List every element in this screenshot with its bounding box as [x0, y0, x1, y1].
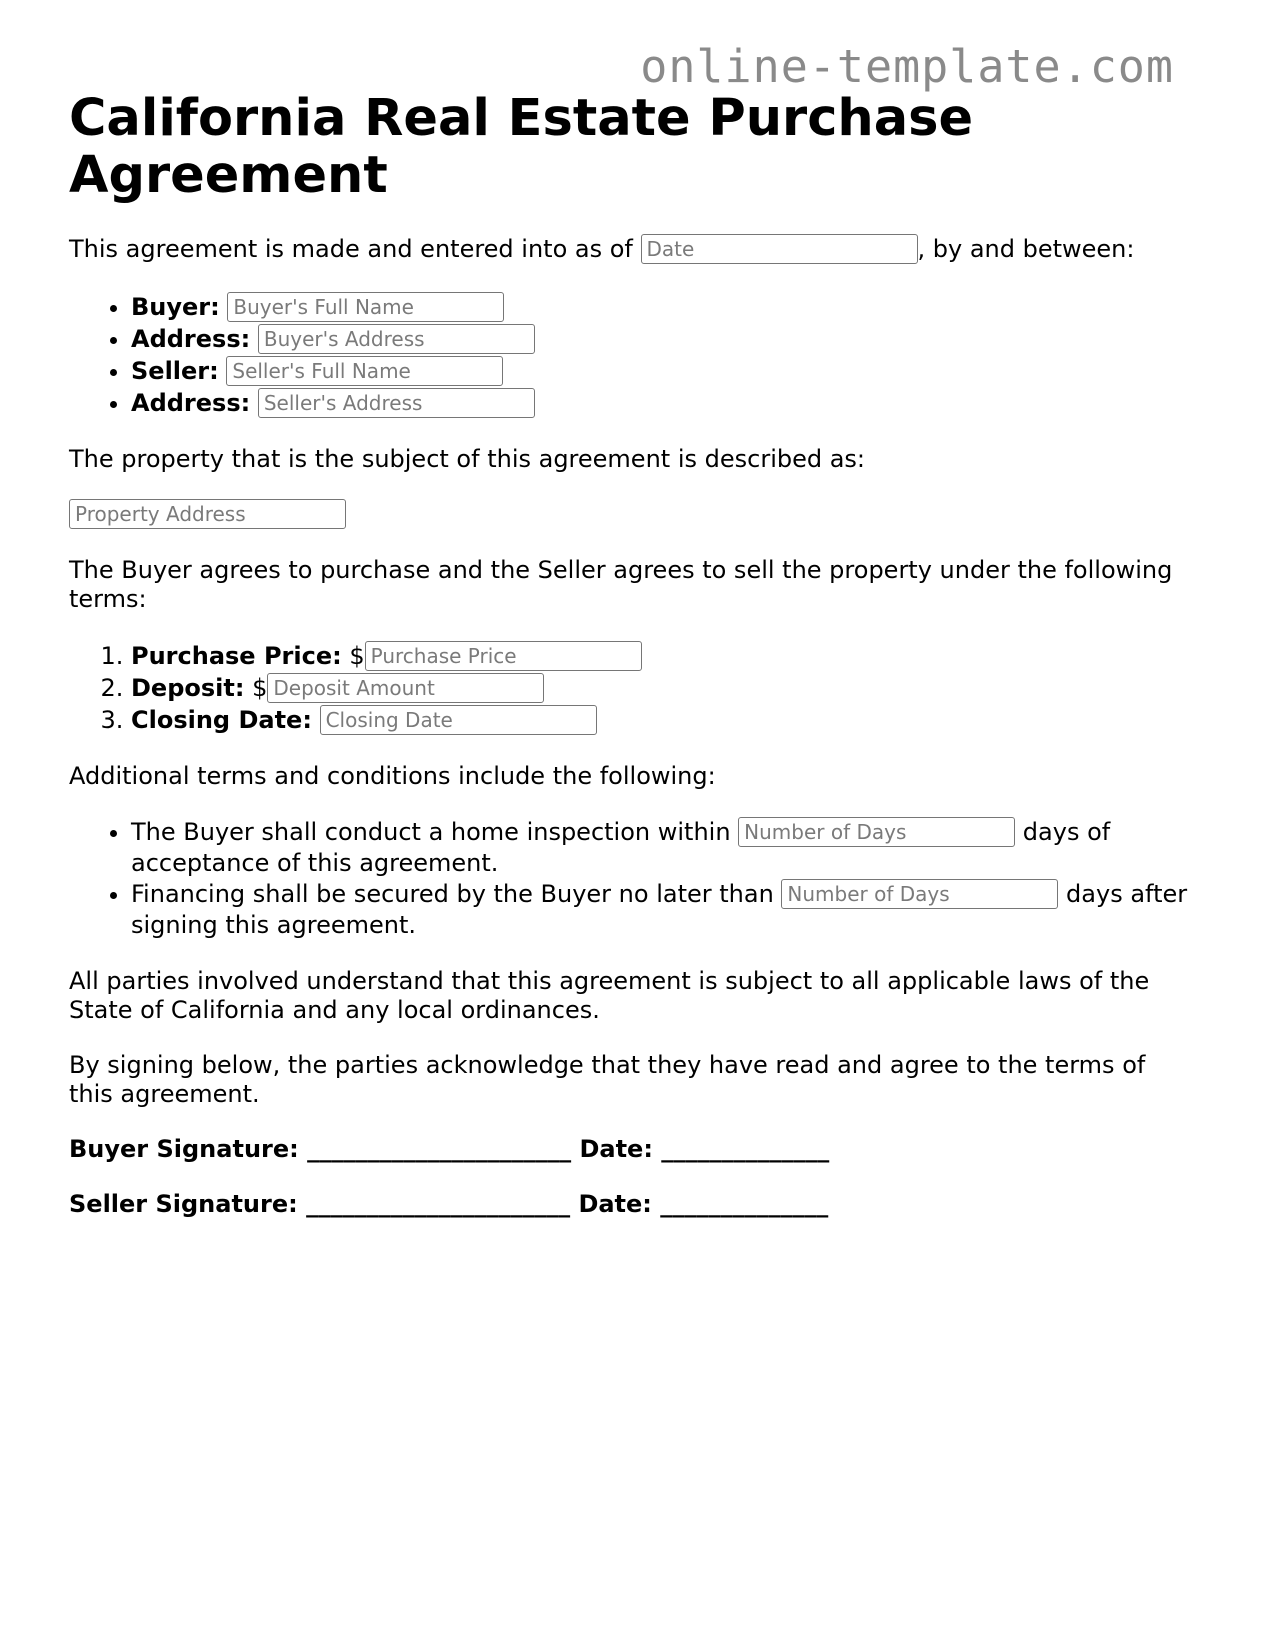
parties-list — [69, 291, 1194, 419]
intro-text-after: , by and between: — [917, 235, 1135, 263]
agreement-date-input[interactable] — [641, 234, 918, 264]
term-closing-date-item — [131, 704, 1194, 736]
inspection-days-input[interactable] — [738, 817, 1015, 847]
intro-paragraph — [69, 235, 1194, 265]
party-seller-address-item — [131, 387, 1194, 419]
condition-inspection-item — [131, 817, 1194, 879]
party-buyer-address-item — [131, 323, 1194, 355]
purchase-price-input[interactable] — [365, 641, 642, 671]
intro-text-before: This agreement is made and entered into as of — [69, 235, 641, 263]
property-paragraph: The property that is the subject of this agreement is described as: — [69, 445, 866, 473]
buyer-address-input[interactable] — [258, 324, 535, 354]
page-title: California Real Estate Purchase Agreement — [69, 89, 974, 205]
term-label: Deposit: — [131, 674, 245, 702]
term-label: Purchase Price: — [131, 642, 342, 670]
term-deposit-item — [131, 672, 1194, 704]
property-input-row — [69, 500, 1194, 530]
watermark: online-template.com — [640, 40, 1174, 93]
party-seller-item — [131, 355, 1194, 387]
currency-prefix: $ — [252, 674, 268, 702]
condition-text-after: days after signing this agreement. — [131, 880, 1188, 939]
party-label: Address: — [131, 325, 251, 353]
condition-text-after: days of acceptance of this agreement. — [131, 818, 1111, 877]
financing-days-input[interactable] — [781, 879, 1058, 909]
seller-signature-line: Seller Signature: ______________________ Date: ______________ — [69, 1190, 829, 1218]
closing-date-input[interactable] — [320, 705, 597, 735]
terms-list — [69, 640, 1194, 736]
term-purchase-price-item — [131, 640, 1194, 672]
property-address-input[interactable] — [69, 499, 346, 529]
conditions-list — [69, 817, 1194, 941]
condition-text-before: The Buyer shall conduct a home inspection within — [131, 818, 739, 846]
party-label: Buyer: — [131, 293, 220, 321]
terms-intro-paragraph: The Buyer agrees to purchase and the Seller agrees to sell the property under the following terms: — [69, 556, 1173, 613]
deposit-amount-input[interactable] — [267, 673, 544, 703]
party-label: Seller: — [131, 357, 219, 385]
conditions-intro-paragraph: Additional terms and conditions include the following: — [69, 762, 716, 790]
condition-text-before: Financing shall be secured by the Buyer no later than — [131, 880, 782, 908]
laws-paragraph: All parties involved understand that this agreement is subject to all applicable laws of the State of California and any local ordinances. — [69, 967, 1150, 1024]
buyer-name-input[interactable] — [227, 292, 504, 322]
currency-prefix: $ — [349, 642, 365, 670]
seller-name-input[interactable] — [226, 356, 503, 386]
seller-address-input[interactable] — [258, 388, 535, 418]
acknowledgement-paragraph: By signing below, the parties acknowledge that they have read and agree to the terms of this agreement. — [69, 1051, 1146, 1108]
term-label: Closing Date: — [131, 706, 312, 734]
condition-financing-item — [131, 879, 1194, 941]
agreement-document — [69, 90, 1194, 1245]
party-label: Address: — [131, 389, 251, 417]
party-buyer-item — [131, 291, 1194, 323]
buyer-signature-line: Buyer Signature: ______________________ Date: ______________ — [69, 1135, 830, 1163]
